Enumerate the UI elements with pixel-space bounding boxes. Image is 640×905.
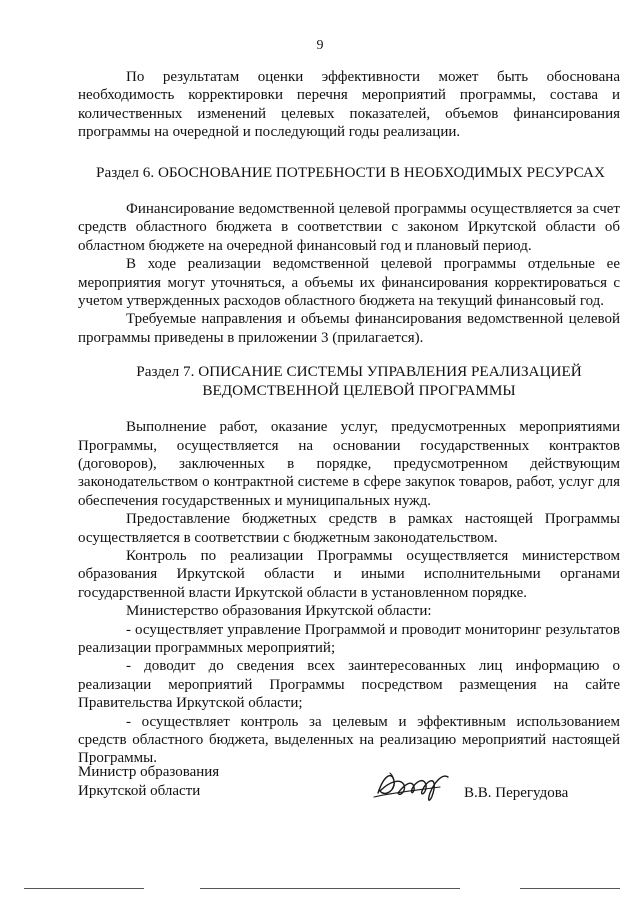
section-7-paragraph-4: Министерство образования Иркутской области: [126,603,432,620]
signatory-name: В.В. Перегудова [464,785,569,801]
section-7-paragraph-3: Контроль по реализации Программы осуществляется министерством образования Иркутской области и иными исполнительными органами государственной власти Иркутской области в установленном порядке. [78,547,620,601]
section-7-list-item-3: - осуществляет контроль за целевым и эффективным использованием средств областного бюджета, выделенных на реализацию мероприятий настоящей Программы. [78,713,620,767]
signature-block [78,763,620,813]
footer-rule-middle [200,888,460,889]
section-7-paragraph-1: Выполнение работ, оказание услуг, предусмотренных мероприятиями Программы, осуществляется на основании государственных контрактов (договоров), заключенных в порядке, предусмотренном действующим законодательством о контрактной системе в сфере закупок товаров, работ, услуг для обеспечения государственных и муниципальных нужд. [78,419,620,509]
signatory-position-line-1: Министр образования [78,764,220,780]
section-6-paragraph-2: В ходе реализации ведомственной целевой программы отдельные ее мероприятия могут уточняться, а объемы их финансирования корректироваться с учетом утвержденных расходов областного бюджета на текущий финансовый год. [78,256,620,310]
signatory-position [78,763,219,801]
section-6-paragraph-3: Требуемые направления и объемы финансирования ведомственной целевой программы приведены в приложении 3 (прилагается). [78,311,620,346]
section-6-paragraph-1: Финансирование ведомственной целевой программы осуществляется за счет средств областного бюджета в соответствии с законом Иркутской области об областном бюджете на очередной финансовый год и плановый период. [78,201,620,254]
section-7-list-item-1: - осуществляет управление Программой и проводит мониторинг результатов реализации программных мероприятий; [78,621,620,656]
section-7-title [78,363,620,400]
section-7-title-line-2: ВЕДОМСТВЕННОЙ ЦЕЛЕВОЙ ПРОГРАММЫ [202,381,516,399]
footer-rule-left [24,888,144,889]
document-body [78,68,620,768]
signatory-position-line-2: Иркутской области [78,783,201,799]
section-6-title: Раздел 6. ОБОСНОВАНИЕ ПОТРЕБНОСТИ В НЕОБХОДИМЫХ РЕСУРСАХ [96,163,605,181]
section-7-paragraph-2: Предоставление бюджетных средств в рамках настоящей Программы осуществляется в соответствии с бюджетным законодательством. [78,511,620,546]
page-number: 9 [316,38,324,53]
paragraph-evaluation: По результатам оценки эффективности может быть обоснована необходимость корректировки перечня мероприятий программы, состава и количественных изменений целевых показателей, объемов финансирования программы на очередной и последующий годы реализации. [78,69,620,141]
section-7-list-item-2: - доводит до сведения всех заинтересованных лиц информацию о реализации мероприятий Программы посредством размещения на сайте Правительства Иркутской области; [78,658,620,712]
handwritten-signature [370,763,460,809]
section-7-title-line-1: Раздел 7. ОПИСАНИЕ СИСТЕМЫ УПРАВЛЕНИЯ РЕАЛИЗАЦИЕЙ [136,363,582,381]
footer-rule-right [520,888,620,889]
